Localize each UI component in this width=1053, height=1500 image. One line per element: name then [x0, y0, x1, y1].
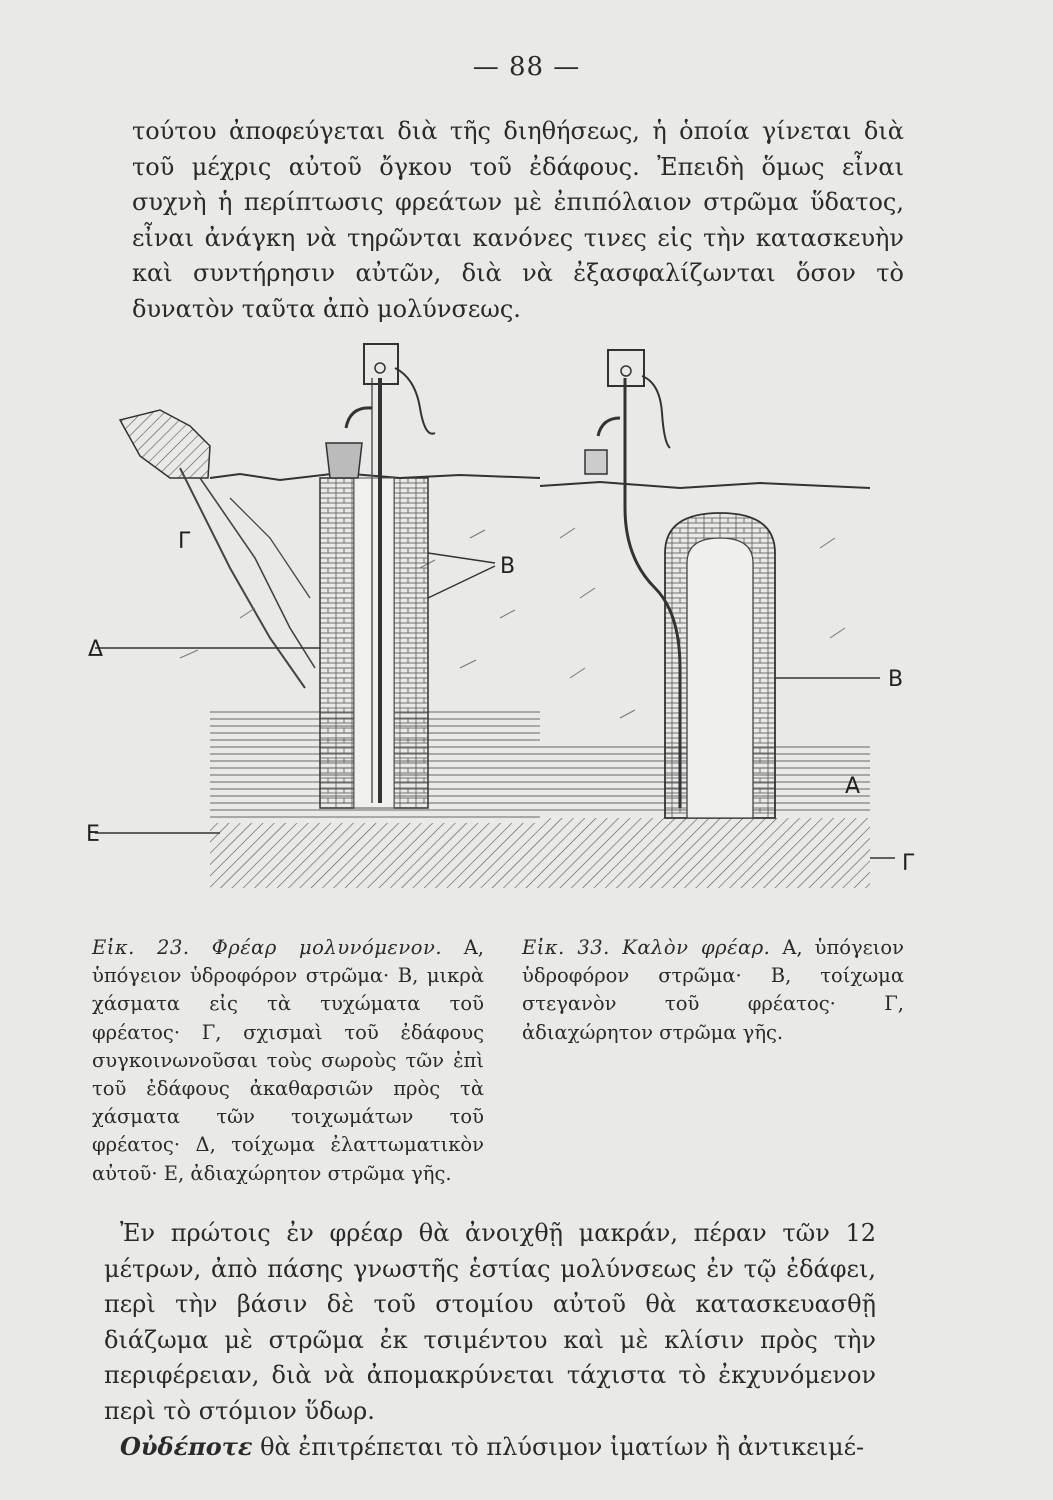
paragraph-bottom-lead: Οὐδέποτε: [120, 1432, 253, 1461]
caption-right: [522, 934, 904, 1047]
left-well-wall-right: [394, 478, 428, 808]
right-impermeable-layer: [540, 818, 870, 888]
left-well-interior: [354, 478, 394, 808]
paragraph-top-text: τούτου ἀποφεύγεται διὰ τῆς διηθήσεως, ἡ ὁποία γίνεται διὰ τοῦ μέχρις αὐτοῦ ὄγκου τοῦ ἐδάφους. Ἐπειδὴ ὅμως εἶναι συχνὴ ἡ περίπτωσις φρεάτων μὲ ἐπιπόλαιον στρῶμα ὕδατος, εἶναι ἀνάγκη νὰ τηρῶνται κανόνες τινες εἰς τὴν κατασκευὴν καὶ συντήρησιν αὐτῶν, διὰ νὰ ἐξασφαλίζωνται ὅσον τὸ δυνατὸν ταῦτα ἀπὸ μολύνσεως.: [132, 117, 904, 323]
figure-right-drawing: [540, 350, 895, 888]
label-left-b: B: [500, 554, 516, 579]
paragraph-bottom-text-2: θὰ ἐπιτρέπεται τὸ πλύσιμον ἱματίων ἢ ἀντικειμέ-: [260, 1433, 865, 1461]
caption-right-text: Α, ὑπόγειον ὑδροφόρον στρῶμα· Β, τοίχωμα στεγανὸν τοῦ φρέατος· Γ, ἀδιαχώρητον στρῶμα γῆς.: [522, 936, 904, 1044]
page-number: — 88 —: [472, 52, 581, 82]
label-right-g: Γ: [902, 851, 915, 876]
right-pump-spout: [598, 418, 620, 436]
left-pump-handle: [395, 368, 435, 434]
paragraph-bottom-text: Ἐν πρώτοις ἐν φρέαρ θὰ ἀνοιχθῇ μακράν, πέραν τῶν 12 μέτρων, ἀπὸ πάσης γνωστῆς ἑστίας μολύνσεως ἐν τῷ ἐδάφει, περὶ τὴν βάσιν δὲ τοῦ στομίου αὐτοῦ θὰ κατασκευασθῇ διάζωμα μὲ στρῶμα ἐκ τσιμέντου καὶ μὲ κλίσιν πρὸς τὴν περιφέρειαν, διὰ νὰ ἀπομακρύνεται τάχιστα τὸ ἐκχυνόμενον περὶ τὸ στόμιον ὕδωρ.: [104, 1219, 876, 1425]
left-well-wall-left: [320, 478, 354, 808]
figure-left-drawing: [95, 344, 540, 888]
label-left-d: Δ: [88, 637, 104, 662]
label-right-a: A: [845, 774, 861, 799]
leader-line-b-1: [428, 553, 495, 563]
left-impermeable-layer: [210, 823, 540, 888]
soil-crack-3: [230, 498, 310, 598]
right-pump-handle: [642, 376, 670, 448]
paragraph-bottom-text-wrap: [104, 1216, 876, 1429]
well-diagrams-svg: [80, 338, 940, 903]
soil-crack-1: [180, 468, 305, 688]
paragraph-bottom-second-wrap: [104, 1429, 876, 1466]
label-left-e: Ε: [86, 822, 100, 847]
paragraph-top: [132, 114, 904, 327]
left-pump-spout: [346, 408, 372, 428]
well-illustrations: [80, 338, 940, 903]
soil-crack-2: [200, 478, 315, 668]
right-ground-line: [540, 482, 870, 488]
caption-right-title: Εἰκ. 33. Καλὸν φρέαρ.: [522, 936, 771, 959]
caption-left-text: Α, ὑπόγειον ὑδροφόρον στρῶμα· Β, μικρὰ χάσματα εἰς τὰ τυχώματα τοῦ φρέατος· Γ, σχισμαὶ τοῦ ἐδάφους συγκοινωνοῦσαι τοὺς σωροὺς τῶν ἐπὶ τοῦ ἐδάφους ἀκαθαρσιῶν πρὸς τὰ χάσματα τῶν τοιχωμάτων τοῦ φρέατος· Δ, τοίχωμα ἐλαττωματικὸν αὐτοῦ· Ε, ἀδιαχώρητον στρῶμα γῆς.: [92, 936, 484, 1185]
caption-left-title: Εἰκ. 23. Φρέαρ μολυνόμενον.: [92, 936, 443, 959]
label-right-b: B: [888, 667, 904, 692]
left-bucket: [326, 443, 362, 478]
caption-left: [92, 934, 484, 1188]
right-bucket: [585, 450, 607, 474]
leader-line-b-2: [428, 566, 495, 598]
refuse-heap: [120, 410, 210, 478]
right-well-interior: [687, 538, 753, 818]
paragraph-bottom: [104, 1216, 876, 1466]
label-left-g: Γ: [178, 529, 191, 554]
